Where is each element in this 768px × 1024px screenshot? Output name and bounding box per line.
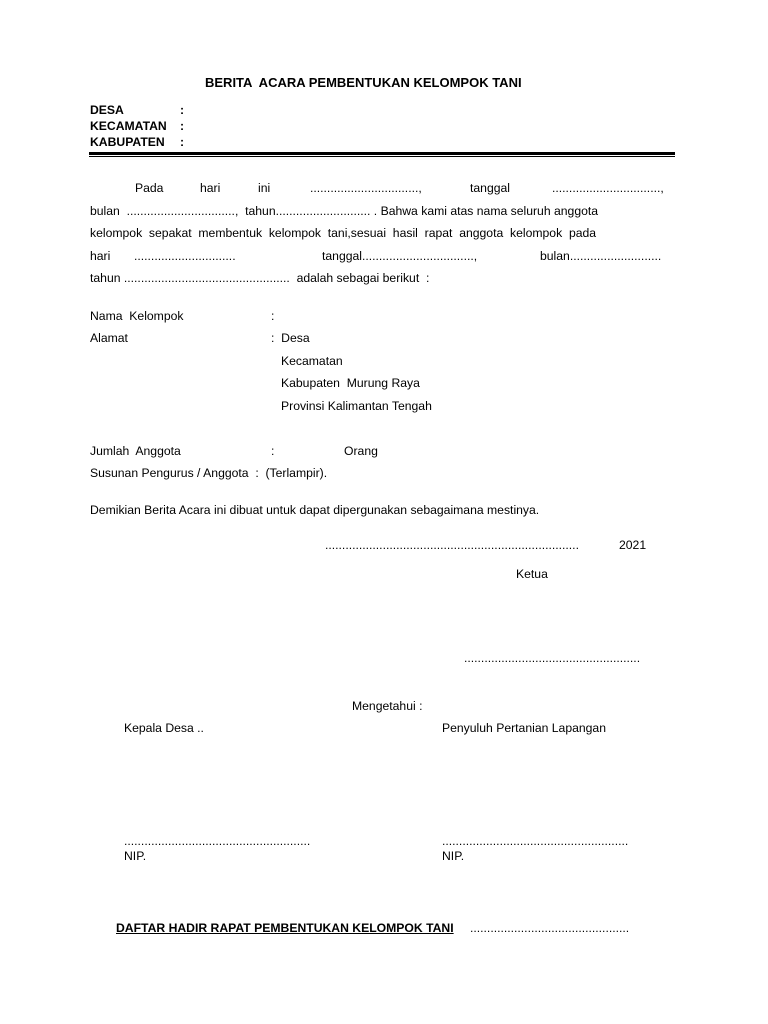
daftar-hadir-title: DAFTAR HADIR RAPAT PEMBENTUKAN KELOMPOK TANI <box>116 921 454 935</box>
kepala-desa-label: Kepala Desa .. <box>124 721 204 735</box>
kabupaten-label: KABUPATEN <box>90 135 165 149</box>
nama-kelompok-label: Nama Kelompok <box>90 309 184 323</box>
header-divider-thick <box>89 152 675 155</box>
kabupaten-colon: : <box>180 135 185 149</box>
ketua-signature-dots: .................................................... <box>464 651 641 665</box>
jumlah-anggota-orang: Orang <box>344 444 378 458</box>
paragraph-line-5: tahun ................................................. adalah sebagai berikut : <box>90 271 430 285</box>
document-title: BERITA ACARA PEMBENTUKAN KELOMPOK TANI <box>205 75 522 90</box>
paragraph-line-4-hari: hari <box>90 249 111 263</box>
signature-year: 2021 <box>619 538 647 552</box>
nip-right: NIP. <box>442 849 465 863</box>
alamat-label: Alamat <box>90 331 128 345</box>
kecamatan-colon: : <box>180 119 185 133</box>
mengetahui-label: Mengetahui : <box>352 699 423 713</box>
alamat-kecamatan: Kecamatan <box>281 354 343 368</box>
desa-label: DESA <box>90 103 124 117</box>
desa-colon: : <box>180 103 185 117</box>
paragraph-line-2: bulan ................................, tahun............................ . Bahwa kami atas nama seluruh anggota <box>90 204 599 218</box>
paragraph-tanggal: tanggal <box>470 181 510 195</box>
paragraph-ini: ini <box>258 181 271 195</box>
alamat-kabupaten: Kabupaten Murung Raya <box>281 376 420 390</box>
paragraph-line-4-tanggal: tanggal................................., <box>322 249 478 263</box>
susunan-pengurus: Susunan Pengurus / Anggota : (Terlampir). <box>90 466 328 480</box>
jumlah-anggota-label: Jumlah Anggota <box>90 444 181 458</box>
kepala-desa-signature-dots: ....................................................... <box>124 834 311 848</box>
nip-left: NIP. <box>124 849 147 863</box>
paragraph-hari: hari <box>200 181 221 195</box>
paragraph-hari-dots: ................................, <box>310 181 422 195</box>
paragraph-line-4-bulan: bulan........................... <box>540 249 662 263</box>
jumlah-anggota-colon: : <box>271 444 275 458</box>
penyuluh-signature-dots: ....................................................... <box>442 834 629 848</box>
daftar-hadir-dots: ............................................... <box>470 921 630 935</box>
closing-statement: Demikian Berita Acara ini dibuat untuk dapat dipergunakan sebagaimana mestinya. <box>90 503 540 517</box>
paragraph-tanggal-dots: ................................, <box>552 181 664 195</box>
alamat-provinsi: Provinsi Kalimantan Tengah <box>281 399 432 413</box>
nama-kelompok-colon: : <box>271 309 275 323</box>
kecamatan-label: KECAMATAN <box>90 119 167 133</box>
date-place-dots: ........................................................................... <box>325 538 579 552</box>
penyuluh-label: Penyuluh Pertanian Lapangan <box>442 721 606 735</box>
alamat-desa: : Desa <box>271 331 310 345</box>
paragraph-line-3: kelompok sepakat membentuk kelompok tani,sesuai hasil rapat anggota kelompok pada <box>90 226 597 240</box>
header-divider-thin <box>89 156 675 157</box>
paragraph-pada: Pada <box>135 181 164 195</box>
ketua-label: Ketua <box>516 567 548 581</box>
paragraph-line-4-dots: .............................. <box>134 249 236 263</box>
